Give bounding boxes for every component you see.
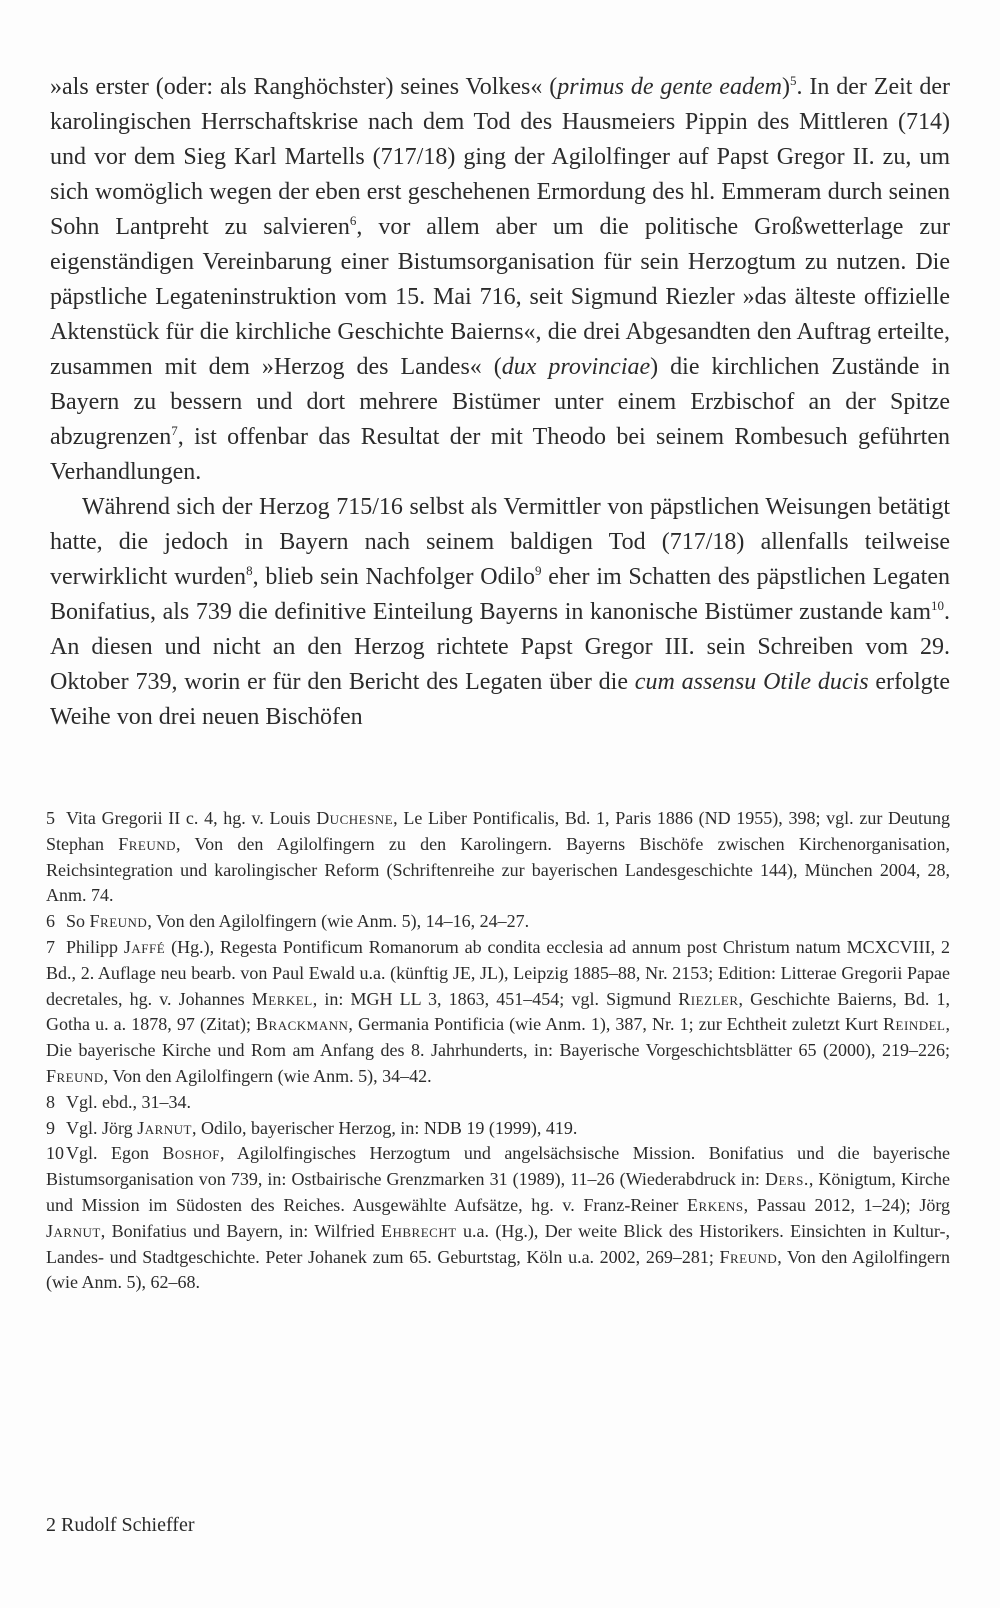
footnote-6 <box>46 909 950 935</box>
text-run: . An diesen und nicht an den Herzog richtete Papst Gregor III. sein Schreiben vom 29. Oktober 739, worin er für den Bericht des Legaten über die <box>50 599 950 695</box>
footnote-ref: 10 <box>931 598 944 613</box>
main-text <box>50 70 950 735</box>
footnote-9 <box>46 1116 950 1142</box>
footnote-number: 5 <box>46 808 55 828</box>
author-name: Jarnut <box>46 1220 101 1241</box>
author-name: Jarnut <box>137 1117 192 1138</box>
author-name: Freund <box>719 1246 778 1267</box>
author-name: Boshof <box>162 1143 221 1164</box>
author-name: Merkel <box>251 988 313 1009</box>
text-run: Vgl. ebd., 31–34. <box>66 1091 191 1112</box>
text-run: , Von den Agilolfingern (wie Anm. 5), 34–42. <box>103 1065 432 1086</box>
footnote-number: 9 <box>46 1117 55 1138</box>
text-run: , Geschichte Baierns, Bd. 1, Gotha u. a. 1878, 97 (Zitat); <box>46 988 950 1035</box>
running-footer <box>46 1512 195 1538</box>
author-name: Freund <box>118 833 177 854</box>
text-run: ) die kirchlichen Zustände in Bayern zu bessern und dort mehrere Bistümer unter einem Erzbischof an der Spitze abzugrenzen <box>50 354 951 450</box>
latin-quote: cum assensu Otile ducis <box>634 669 869 695</box>
footnote-ref: 6 <box>349 213 357 228</box>
text-run: , Die bayerische Kirche und Rom am Anfang des 8. Jahrhunderts, in: Bayerische Vorgeschichtsblätter 65 (2000), 219–226; <box>46 1014 950 1061</box>
text-run: , Von den Agilolfingern zu den Karolingern. Bayerns Bischöfe zwischen Kirchenorganisation, Reichsintegration und karolingischer Reform (Schriftenreihe zur bayerischen Landesgeschichte 144), München 2004, 28, Anm. 74. <box>46 833 950 906</box>
footnote-ref: 8 <box>246 563 253 578</box>
page-number: 2 <box>46 1514 56 1536</box>
paragraph-2 <box>50 490 950 735</box>
author-name: Freund <box>89 911 148 932</box>
text-run: ) <box>781 74 790 100</box>
footnote-ref: 5 <box>789 73 797 88</box>
text-run: , Königtum, Kirche und Mission im Südosten des Reiches. Ausgewählte Aufsätze, hg. v. Franz-Reiner <box>46 1169 950 1215</box>
text-run: , blieb sein Nachfolger Odilo <box>252 564 535 590</box>
footnote-5 <box>46 806 950 909</box>
text-run: , Von den Agilolfingern (wie Anm. 5), 14–16, 24–27. <box>147 911 530 932</box>
text-run: Vgl. Egon <box>66 1143 163 1164</box>
text-run: »als erster (oder: als Ranghöchster) seines Volkes« ( <box>50 74 558 100</box>
text-run: (Hg.), Regesta Pontificum Romanorum ab condita ecclesia ad annum post Christum natum MCXCVIII, 2 Bd., 2. Auflage neu bearb. von Paul Ewald u.a. (künftig JE, JL), Leipzig 1885–88, Nr. 2153; Edition: Litterae Gregorii Papae decretales, hg. v. Johannes <box>46 936 950 1009</box>
running-author: Rudolf Schieffer <box>61 1514 195 1536</box>
text-run: , Odilo, bayerischer Herzog, in: NDB 19 (1999), 419. <box>191 1117 578 1138</box>
footnote-number: 10 <box>46 1143 64 1164</box>
footnote-7 <box>46 935 950 1090</box>
author-name: Erkens <box>687 1194 744 1215</box>
text-run: , Von den Agilolfingern (wie Anm. 5), 62–68. <box>46 1246 950 1293</box>
latin-quote: dux provinciae <box>501 354 651 380</box>
author-name: Ehbrecht <box>380 1220 457 1241</box>
text-run: , Le Liber Pontificalis, Bd. 1, Paris 1886 (ND 1955), 398; vgl. zur Deutung Stephan <box>46 808 950 854</box>
footnote-8 <box>46 1090 950 1116</box>
text-run: , vor allem aber um die politische Großwetterlage zur eigenständigen Vereinbarung einer Bistumsorganisation für sein Herzogtum zu nutzen. Die päpstliche Legateninstruktion vom 15. Mai 716, seit Sigmund Riezler »das älteste offizielle Aktenstück für die kirchliche Geschichte Baierns«, die drei Abgesandten den Auftrag erteilte, zusammen mit dem »Herzog des Landes« ( <box>50 214 950 380</box>
author-name: Freund <box>46 1065 104 1086</box>
text-run: Während sich der Herzog 715/16 selbst als Vermittler von päpstlichen Weisungen betätigt hatte, die jedoch in Bayern nach seinem baldigen Tod (717/18) allenfalls teilweise verwirklicht wurden <box>50 494 950 590</box>
footnote-number: 8 <box>46 1091 55 1112</box>
text-run: Philipp <box>66 936 124 957</box>
text-run: , Passau 2012, 1–24); Jörg <box>743 1194 950 1215</box>
author-name: Riezler <box>678 988 739 1009</box>
text-run: So <box>66 911 90 932</box>
text-run: , in: MGH LL 3, 1863, 451–454; vgl. Sigmund <box>312 988 679 1009</box>
text-run: eher im Schatten des päpstlichen Legaten Bonifatius, als 739 die definitive Einteilung Bayerns in kanonische Bistümer zustande kam <box>50 564 950 625</box>
text-run: , ist offenbar das Resultat der mit Theodo bei seinem Rombesuch geführten Verhandlungen. <box>50 424 950 485</box>
footnotes <box>46 806 950 1296</box>
author-name: Jaffé <box>123 936 166 957</box>
footnote-ref: 9 <box>534 563 542 578</box>
text-run: Vita Gregorii II c. 4, hg. v. Louis <box>66 808 317 828</box>
footnote-10 <box>46 1141 950 1296</box>
text-run: Vgl. Jörg <box>66 1117 138 1138</box>
footnote-number: 7 <box>46 936 55 957</box>
latin-quote: primus de gente eadem <box>557 74 782 100</box>
author-name: Brackmann <box>256 1014 349 1035</box>
paragraph-1 <box>50 70 950 490</box>
text-run: . In der Zeit der karolingischen Herrschaftskrise nach dem Tod des Hausmeiers Pippin des Mittleren (714) und vor dem Sieg Karl Martells (717/18) ging der Agilolfinger auf Papst Gregor II. zu, um sich womöglich wegen der eben erst geschehenen Ermordung des hl. Emmeram durch seinen Sohn Lantpreht zu salvieren <box>50 74 950 240</box>
footnote-ref: 7 <box>171 423 178 438</box>
text-run: , Bonifatius und Bayern, in: Wilfried <box>100 1220 381 1241</box>
text-run: , Agilolfingisches Herzogtum und angelsächsische Mission. Bonifatius und die bayerische Bistumsorganisation von 739, in: Ostbairische Grenzmarken 31 (1989), 11–26 (Wiederabdruck in: <box>46 1143 950 1190</box>
author-name: Duchesne <box>316 808 394 828</box>
text-run: , Germania Pontificia (wie Anm. 1), 387, Nr. 1; zur Echtheit zuletzt Kurt <box>348 1014 884 1035</box>
author-name: Reindel <box>883 1014 946 1035</box>
author-name: Ders. <box>765 1169 809 1190</box>
footnote-number: 6 <box>46 911 55 932</box>
text-run: erfolgte Weihe von drei neuen Bischöfen <box>50 669 951 730</box>
text-run: u.a. (Hg.), Der weite Blick des Historikers. Einsichten in Kultur-, Landes- und Stadtgeschichte. Peter Johanek zum 65. Geburtstag, Köln u.a. 2002, 269–281; <box>46 1220 951 1267</box>
